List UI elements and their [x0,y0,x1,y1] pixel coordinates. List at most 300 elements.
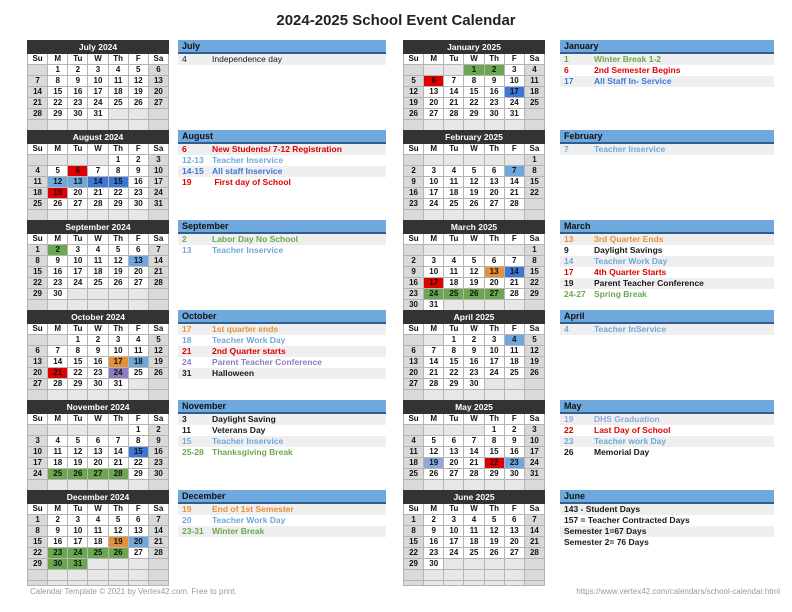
calendar-day-cell [108,109,128,120]
calendar-month-title: November 2024 [28,401,169,414]
calendar-day-cell: 30 [68,109,88,120]
event-day: 15 [182,436,192,446]
calendar-title-row [28,311,169,324]
calendar-day-cell [524,109,544,120]
calendar-weekday-row [404,54,545,65]
calendar-filler-cell [108,581,128,586]
calendar-day-cell: 19 [68,458,88,469]
calendar-title-row [404,491,545,504]
calendar-day-cell: 15 [484,447,504,458]
calendar-day-cell: 29 [404,559,424,570]
calendar-day-cell: 24 [68,278,88,289]
event-list-title: December [178,490,386,504]
calendar-day-cell: 30 [148,469,168,480]
calendar-day-cell: 3 [108,335,128,346]
event-label: Teacher work Day [594,436,667,446]
event-row [560,537,774,548]
calendar-day-cell [464,559,484,570]
calendar-day-cell: 21 [444,98,464,109]
calendar-day-cell: 1 [484,425,504,436]
calendar-month-title: August 2024 [28,131,169,144]
event-row [560,278,774,289]
weekday-label: M [48,144,68,155]
calendar-week-row [28,199,169,210]
calendar-day-cell: 19 [148,357,168,368]
calendar-day-cell: 21 [424,368,444,379]
event-label: DHS Graduation [594,414,660,424]
event-day: 17 [564,76,574,86]
calendar-day-cell [128,289,148,300]
calendar-day-cell: 7 [108,436,128,447]
calendar-day-cell: 2 [148,425,168,436]
event-day: 3 [182,414,187,424]
calendar-week-row [404,300,545,311]
event-row [178,447,386,458]
calendar-day-cell [424,480,444,491]
calendar-day-cell: 17 [424,278,444,289]
calendar-day-cell: 12 [108,526,128,537]
calendar-day-cell: 14 [504,267,524,278]
calendar-day-cell: 8 [404,526,424,537]
calendar-day-cell [504,120,524,131]
calendar-day-cell: 23 [128,188,148,199]
weekday-label: F [128,414,148,425]
calendar-week-row [28,537,169,548]
calendar-day-cell: 12 [148,346,168,357]
calendar-day-cell [464,120,484,131]
calendar-week-row [28,289,169,300]
calendar-day-cell: 24 [148,188,168,199]
weekday-label: Th [108,324,128,335]
weekday-label: M [424,504,444,515]
calendar-day-cell [444,300,464,311]
calendar-title-row [404,41,545,54]
weekday-label: Th [108,144,128,155]
calendar-day-cell: 10 [148,166,168,177]
event-label: Winter Break 1-2 [594,54,662,64]
weekday-label: Th [108,414,128,425]
event-label: Semester 1=67 Days [564,526,647,536]
calendar-day-cell: 12 [404,87,424,98]
calendar-day-cell [108,120,128,131]
calendar-filler-cell [148,581,168,586]
calendar-day-cell: 26 [424,469,444,480]
event-row [178,54,386,65]
calendar-week-row [28,155,169,166]
calendar-week-row [28,357,169,368]
calendar-day-cell: 15 [28,267,48,278]
calendar-day-cell [28,390,48,401]
calendar-day-cell [404,570,424,581]
calendar-day-cell: 11 [88,256,108,267]
calendar-day-cell [68,120,88,131]
weekday-label: Tu [68,414,88,425]
calendar-day-cell: 3 [88,65,108,76]
event-row [560,515,774,526]
calendar-day-cell [504,379,524,390]
calendar-day-cell: 12 [524,346,544,357]
calendar-week-row [404,188,545,199]
event-day: 13 [182,245,192,255]
calendar-day-cell [464,210,484,221]
calendar-day-cell: 20 [504,537,524,548]
calendar-day-cell [68,480,88,491]
calendar-day-cell: 10 [68,256,88,267]
event-row [178,155,386,166]
calendar-day-cell: 16 [48,537,68,548]
calendar-day-cell: 13 [444,447,464,458]
event-label: Teacher Work Day [212,335,286,345]
event-label: 3rd Quarter Ends [594,234,664,244]
calendar-day-cell: 18 [504,357,524,368]
event-list-title: August [178,130,386,144]
calendar-day-cell [128,120,148,131]
calendar-day-cell [128,390,148,401]
calendar-day-cell: 15 [524,177,544,188]
calendar-day-cell: 1 [128,425,148,436]
calendar-day-cell: 10 [28,447,48,458]
calendar-day-cell: 18 [404,458,424,469]
calendar-week-row [404,480,545,491]
calendar-day-cell: 16 [404,278,424,289]
calendar-weekday-row [404,414,545,425]
calendar-day-cell: 21 [48,368,68,379]
calendar-day-cell: 2 [88,335,108,346]
event-list-title: May [560,400,774,414]
event-day: 26 [564,447,574,457]
event-label: All Staff In- Service [594,76,672,86]
calendar-day-cell: 26 [484,548,504,559]
calendar-day-cell: 7 [28,76,48,87]
event-row [178,324,386,335]
calendar-day-cell: 11 [404,447,424,458]
calendar-weekday-row [404,234,545,245]
event-label: Teacher Work Day [594,256,668,266]
calendar-day-cell: 25 [504,368,524,379]
calendar-day-cell [484,379,504,390]
event-list-april [560,310,774,335]
calendar-day-cell [48,570,68,581]
calendar-day-cell: 10 [424,177,444,188]
weekday-label: Tu [444,234,464,245]
calendar-day-cell: 18 [524,87,544,98]
event-day: 6 [564,65,569,75]
event-day: 31 [182,368,192,378]
weekday-label: W [88,144,108,155]
calendar-day-cell [148,120,168,131]
mini-calendar-june [403,490,545,586]
calendar-day-cell [28,120,48,131]
calendar-day-cell: 2 [424,515,444,526]
weekday-label: Su [28,414,48,425]
event-list-title: September [178,220,386,234]
calendar-day-cell: 23 [464,368,484,379]
calendar-day-cell [404,335,424,346]
calendar-day-cell [68,300,88,311]
weekday-label: F [504,504,524,515]
calendar-day-cell: 29 [108,199,128,210]
event-day: 21 [182,346,192,356]
calendar-week-row [28,379,169,390]
calendar-day-cell: 19 [524,357,544,368]
calendar-day-cell: 5 [404,76,424,87]
event-row [560,65,774,76]
event-list-november [178,400,386,458]
mini-calendar-november [27,400,169,496]
calendar-day-cell: 13 [484,267,504,278]
calendar-day-cell [28,155,48,166]
weekday-label: Tu [68,144,88,155]
calendar-day-cell: 2 [68,65,88,76]
calendar-day-cell: 4 [128,335,148,346]
calendar-day-cell: 15 [48,87,68,98]
calendar-day-cell [404,480,424,491]
weekday-label: Tu [68,54,88,65]
calendar-day-cell: 15 [464,87,484,98]
calendar-month-title: July 2024 [28,41,169,54]
calendar-week-row [404,469,545,480]
calendar-day-cell: 31 [108,379,128,390]
calendar-day-cell: 28 [148,548,168,559]
event-row [560,76,774,87]
calendar-day-cell: 12 [48,177,68,188]
calendar-weekday-row [28,54,169,65]
calendar-day-cell: 21 [464,458,484,469]
calendar-filler-cell [504,581,524,586]
calendar-day-cell: 10 [424,267,444,278]
calendar-day-cell: 13 [68,177,88,188]
calendar-week-row [404,357,545,368]
calendar-week-row [28,548,169,559]
calendar-day-cell: 13 [28,357,48,368]
calendar-day-cell: 16 [48,267,68,278]
event-day: 22 [564,425,574,435]
weekday-label: M [424,414,444,425]
calendar-day-cell [68,390,88,401]
calendar-day-cell [404,120,424,131]
calendar-filler-cell [28,581,48,586]
calendar-day-cell: 17 [524,447,544,458]
calendar-day-cell [424,65,444,76]
weekday-label: Su [404,324,424,335]
weekday-label: W [88,414,108,425]
calendar-day-cell: 27 [148,98,168,109]
calendar-day-cell: 9 [88,346,108,357]
calendar-week-row [404,109,545,120]
calendar-day-cell [524,210,544,221]
weekday-label: Sa [148,414,168,425]
calendar-day-cell: 15 [128,447,148,458]
calendar-day-cell [148,390,168,401]
event-day: 23 [564,436,574,446]
calendar-week-row [28,335,169,346]
calendar-day-cell: 6 [444,436,464,447]
calendar-day-cell: 12 [424,447,444,458]
event-list-title: July [178,40,386,54]
calendar-day-cell: 19 [464,188,484,199]
calendar-week-row [404,289,545,300]
weekday-label: W [88,234,108,245]
calendar-day-cell: 5 [128,65,148,76]
calendar-week-row [404,166,545,177]
calendar-day-cell: 19 [108,267,128,278]
calendar-day-cell: 3 [484,335,504,346]
calendar-day-cell: 1 [48,65,68,76]
event-day: 11 [182,425,191,435]
calendar-day-cell [108,559,128,570]
calendar-day-cell: 27 [484,199,504,210]
weekday-label: F [128,54,148,65]
calendar-day-cell: 25 [524,98,544,109]
calendar-day-cell: 22 [484,458,504,469]
event-label: Teacher Inservice [212,155,284,165]
weekday-label: W [464,414,484,425]
calendar-day-cell [484,390,504,401]
calendar-week-row [28,515,169,526]
calendar-day-cell: 9 [424,526,444,537]
calendar-day-cell: 7 [524,515,544,526]
weekday-label: Tu [68,324,88,335]
calendar-day-cell: 7 [444,76,464,87]
mini-calendar-may [403,400,545,496]
calendar-day-cell: 4 [28,166,48,177]
calendar-week-row [28,166,169,177]
calendar-day-cell [108,425,128,436]
calendar-day-cell: 11 [444,267,464,278]
calendar-day-cell: 27 [444,469,464,480]
event-label: Last Day of School [594,425,671,435]
calendar-day-cell: 22 [68,368,88,379]
calendar-day-cell: 3 [504,65,524,76]
calendar-day-cell: 4 [108,65,128,76]
event-day: 7 [564,144,569,154]
calendar-day-cell: 11 [88,526,108,537]
calendar-day-cell [28,210,48,221]
calendar-day-cell [48,390,68,401]
event-row [560,447,774,458]
calendar-week-row [28,346,169,357]
calendar-month-title: October 2024 [28,311,169,324]
calendar-day-cell: 2 [48,245,68,256]
event-row [560,526,774,537]
calendar-filler-cell [484,581,504,586]
calendar-day-cell: 10 [484,346,504,357]
calendar-day-cell [148,480,168,491]
calendar-day-cell: 28 [524,548,544,559]
calendar-day-cell [504,245,524,256]
calendar-day-cell [28,570,48,581]
weekday-label: Sa [148,324,168,335]
calendar-day-cell: 26 [524,368,544,379]
weekday-label: F [504,414,524,425]
event-day: 20 [182,515,192,525]
calendar-month-title: September 2024 [28,221,169,234]
calendar-day-cell [444,390,464,401]
calendar-day-cell [148,289,168,300]
calendar-week-row [28,425,169,436]
calendar-day-cell: 23 [484,98,504,109]
calendar-week-row [404,155,545,166]
event-row [178,436,386,447]
calendar-weekday-row [28,414,169,425]
event-day: 17 [564,267,574,277]
calendar-day-cell: 22 [524,188,544,199]
calendar-day-cell: 30 [404,300,424,311]
event-label: All staff Inservice [212,166,283,176]
calendar-day-cell: 31 [424,300,444,311]
calendar-day-cell [424,210,444,221]
calendar-day-cell [128,379,148,390]
calendar-day-cell [48,335,68,346]
weekday-label: Sa [524,414,544,425]
calendar-day-cell: 20 [28,368,48,379]
weekday-label: Th [484,324,504,335]
calendar-day-cell [444,245,464,256]
calendar-week-row [404,199,545,210]
mini-calendar-july [27,40,169,136]
weekday-label: Su [28,54,48,65]
event-day: 14-15 [182,166,204,176]
calendar-week-row [404,570,545,581]
weekday-label: Th [484,144,504,155]
calendar-day-cell: 3 [424,166,444,177]
calendar-week-row [28,87,169,98]
calendar-day-cell: 5 [524,335,544,346]
calendar-day-cell: 25 [108,98,128,109]
event-list-october [178,310,386,379]
calendar-day-cell: 2 [504,425,524,436]
calendar-day-cell: 1 [404,515,424,526]
calendar-day-cell [484,480,504,491]
event-list-february [560,130,774,155]
weekday-label: Th [484,504,504,515]
calendar-week-row [28,390,169,401]
event-label: Teacher InService [594,324,667,334]
weekday-label: Su [404,234,424,245]
calendar-day-cell: 11 [48,447,68,458]
calendar-day-cell [504,155,524,166]
calendar-day-cell [424,425,444,436]
event-day: 4 [564,324,569,334]
calendar-week-row [404,515,545,526]
calendar-day-cell [108,390,128,401]
calendar-title-row [28,221,169,234]
calendar-day-cell: 7 [148,515,168,526]
calendar-day-cell: 3 [68,245,88,256]
calendar-day-cell: 12 [464,177,484,188]
calendar-title-row [28,491,169,504]
event-row [560,289,774,300]
calendar-day-cell: 6 [148,65,168,76]
calendar-filler-row [404,581,545,586]
weekday-label: Sa [148,144,168,155]
calendar-day-cell: 6 [128,515,148,526]
calendar-week-row [404,335,545,346]
weekday-label: W [464,144,484,155]
calendar-day-cell [68,570,88,581]
calendar-day-cell: 29 [444,379,464,390]
calendar-day-cell: 15 [108,177,128,188]
calendar-day-cell: 22 [524,278,544,289]
calendar-day-cell: 26 [48,199,68,210]
event-label: Teacher Work Day [212,515,286,525]
calendar-day-cell: 30 [128,199,148,210]
calendar-day-cell [484,120,504,131]
calendar-month-title: February 2025 [404,131,545,144]
calendar-day-cell: 16 [68,87,88,98]
event-list-july [178,40,386,65]
calendar-day-cell: 20 [444,458,464,469]
